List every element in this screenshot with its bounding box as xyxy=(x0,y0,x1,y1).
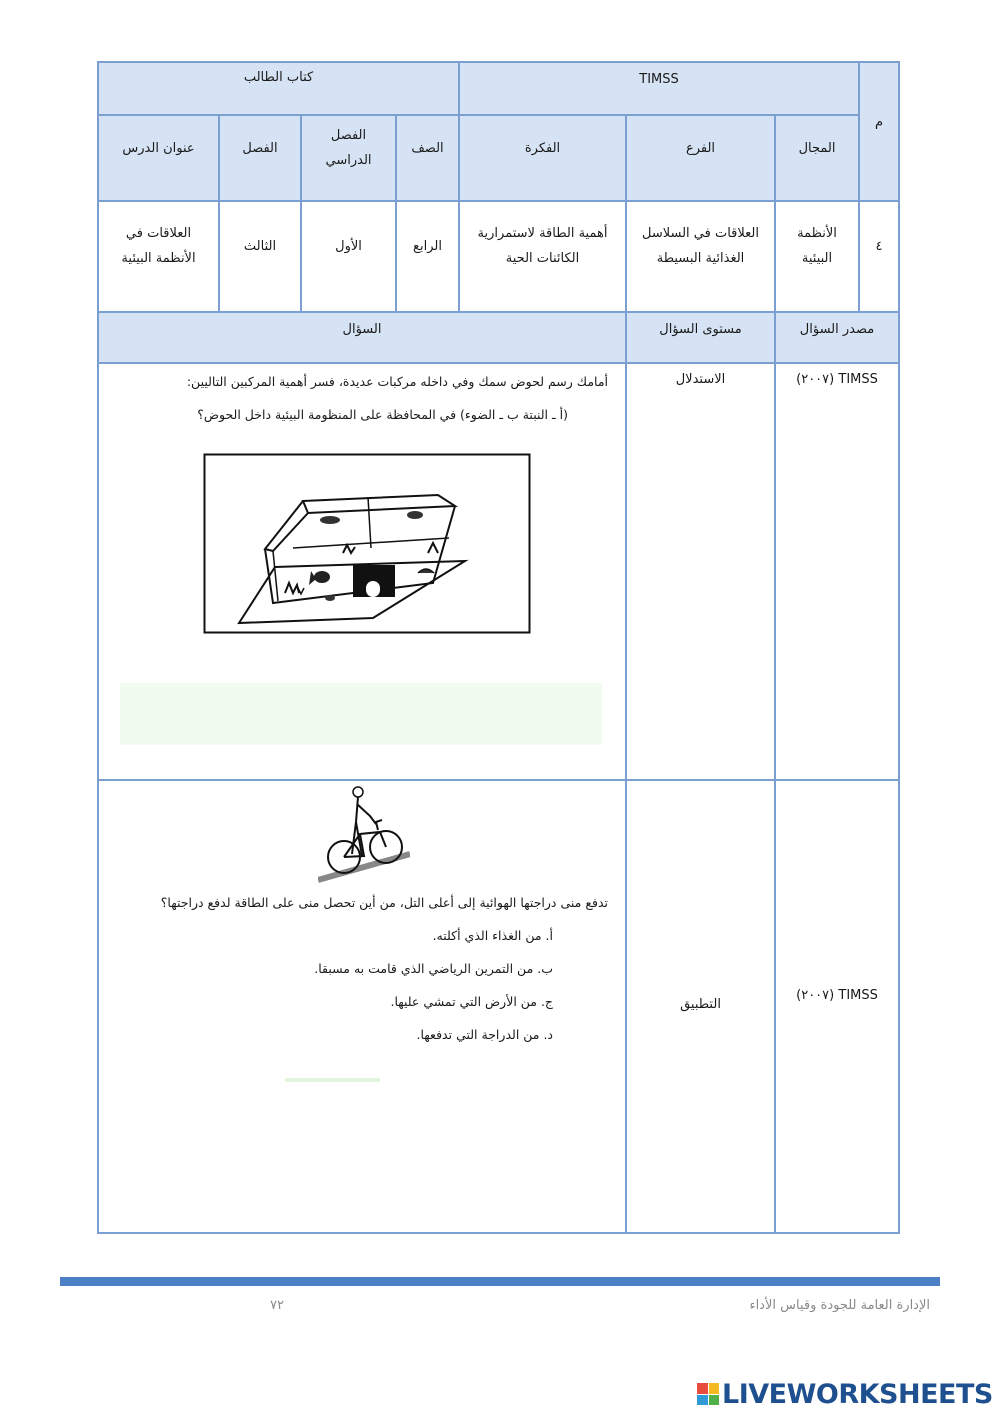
liveworksheets-logo xyxy=(697,1378,993,1410)
student-book-header xyxy=(99,63,458,93)
table-line xyxy=(97,779,900,781)
level-col-header: مستوى السؤال xyxy=(659,321,742,337)
col-semester: الفصل الدراسي xyxy=(325,128,372,168)
cell-domain: الأنظمة البيئية xyxy=(797,226,837,266)
q1-text-line1: أمامك رسم لحوض سمك وفي داخله مركبات عديدة، فسر أهمية المركبين التاليين: xyxy=(186,374,608,389)
q1-text-line2: (أ ـ النبتة ب ـ الضوء) في المحافظة على المنظومة البيئية داخل الحوض؟ xyxy=(197,407,568,422)
q1-source: TIMSS (٢٠٠٧) xyxy=(796,371,878,387)
question-col-header: السؤال xyxy=(342,321,382,337)
col-grade: الصف xyxy=(411,140,444,156)
col-idea: الفكرة xyxy=(524,140,561,156)
q2-source: TIMSS (٢٠٠٧) xyxy=(796,987,878,1003)
cell-index: ٤ xyxy=(875,238,883,254)
cell-lesson-title: العلاقات في الأنظمة البيئية xyxy=(121,226,196,266)
cell-chapter: الثالث xyxy=(243,238,277,254)
cell-branch: العلاقات في السلاسل الغذائية البسيطة xyxy=(642,226,759,266)
q1-level: الاستدلال xyxy=(675,371,726,387)
col-domain: المجال xyxy=(798,140,836,156)
timss-label: TIMSS xyxy=(639,71,679,87)
answer-line[interactable] xyxy=(285,1078,380,1082)
q2-level: التطبيق xyxy=(680,996,721,1012)
organization-name: الإدارة العامة للجودة وقياس الأداء xyxy=(749,1298,930,1313)
index-header xyxy=(860,63,898,183)
table-line xyxy=(97,362,900,364)
timss-header xyxy=(460,63,858,97)
table-line xyxy=(97,1232,900,1234)
q2-option-d[interactable]: د. من الدراجة التي تدفعها. xyxy=(416,1027,553,1042)
cell-grade: الرابع xyxy=(413,238,442,254)
student-book-label: كتاب الطالب xyxy=(243,69,314,85)
cell-semester: الأول xyxy=(335,238,362,254)
cyclist-image xyxy=(318,782,410,884)
aquarium-image xyxy=(203,453,531,634)
q2-option-b[interactable]: ب. من التمرين الرياضي الذي قامت به مسبقا. xyxy=(314,961,553,976)
col-chapter: الفصل xyxy=(242,140,278,156)
cell-idea: أهمية الطاقة لاستمرارية الكائنات الحية xyxy=(477,226,608,266)
logo-text: LIVEWORKSHEETS xyxy=(722,1378,993,1410)
logo-blocks-icon xyxy=(697,1383,719,1405)
index-label: م xyxy=(874,114,884,130)
table-line xyxy=(898,61,900,1234)
col-lesson-title: عنوان الدرس xyxy=(122,140,195,156)
page-number: ٧٢ xyxy=(270,1298,284,1313)
answer-box[interactable] xyxy=(120,683,602,745)
footer-bar xyxy=(60,1277,940,1286)
source-col-header: مصدر السؤال xyxy=(799,321,875,337)
q2-option-c[interactable]: ج. من الأرض التي تمشي عليها. xyxy=(390,994,553,1009)
q2-option-a[interactable]: أ. من الغذاء الذي أكلته. xyxy=(432,928,553,943)
q2-text-line1: تدفع منى دراجتها الهوائية إلى أعلى التل، من أين تحصل منى على الطاقة لدفع دراجتها؟ xyxy=(160,895,608,910)
col-branch: الفرع xyxy=(685,140,716,156)
